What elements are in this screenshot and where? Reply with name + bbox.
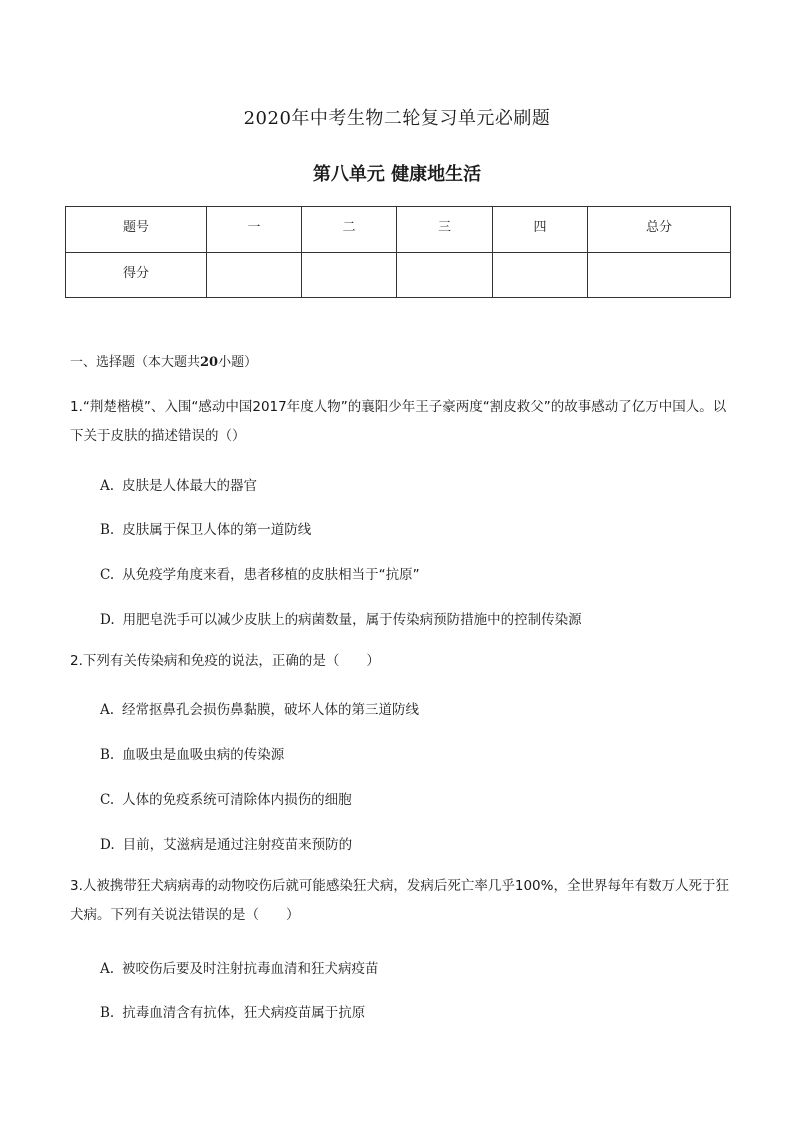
score-cell [207, 252, 302, 298]
option-b: B. 抗毒血清含有抗体，狂犬病疫苗属于抗原 [100, 1005, 366, 1021]
unit-subtitle: 第八单元 健康地生活 [312, 164, 482, 185]
header-cell-section-1: 一 [207, 207, 302, 253]
option-d: D. 用肥皂洗手可以减少皮肤上的病菌数量，属于传染病预防措施中的控制传染源 [100, 612, 582, 628]
option-b: B. 血吸虫是血吸虫病的传染源 [100, 747, 285, 763]
option-a: A. 被咬伤后要及时注射抗毒血清和狂犬病疫苗 [100, 961, 379, 977]
option-a: A. 皮肤是人体最大的器官 [100, 478, 258, 494]
option-b: B. 皮肤属于保卫人体的第一道防线 [100, 522, 312, 538]
score-cell [493, 252, 588, 298]
score-cell [302, 252, 397, 298]
row-label-score: 得分 [66, 252, 207, 298]
question-stem: 3.人被携带狂犬病病毒的动物咬伤后就可能感染狂犬病，发病后死亡率几乎100%，全世界每年有数万人死于狂犬病。下列有关说法错误的是（ ） [70, 878, 729, 923]
score-cell [397, 252, 493, 298]
option-a: A. 经常抠鼻孔会损伤鼻黏膜，破坏人体的第三道防线 [100, 702, 420, 718]
page-title: 2020年中考生物二轮复习单元必刷题 [243, 108, 551, 129]
score-table-header-row [66, 207, 731, 253]
option-c: C. 人体的免疫系统可清除体内损伤的细胞 [100, 792, 352, 808]
section-heading: 一、选择题（本大题共20小题） [70, 355, 258, 370]
header-cell-section-4: 四 [493, 207, 588, 253]
header-cell-number: 题号 [66, 207, 207, 253]
header-cell-section-2: 二 [302, 207, 397, 253]
header-cell-section-3: 三 [397, 207, 493, 253]
option-d: D. 目前，艾滋病是通过注射疫苗来预防的 [100, 837, 353, 853]
question-stem: 1.“荆楚楷模”、入围“感动中国2017年度人物”的襄阳少年王子豪两度“割皮救父”的故事感动了亿万中国人。以下关于皮肤的描述错误的（） [70, 399, 727, 444]
question-count: 20 [200, 355, 219, 370]
score-cell [588, 252, 731, 298]
header-cell-total: 总分 [588, 207, 731, 253]
question-stem: 2.下列有关传染病和免疫的说法，正确的是（ ） [70, 653, 380, 669]
option-c: C. 从免疫学角度来看，患者移植的皮肤相当于“抗原” [100, 567, 420, 583]
score-table-score-row [66, 252, 731, 298]
score-table [65, 206, 731, 298]
